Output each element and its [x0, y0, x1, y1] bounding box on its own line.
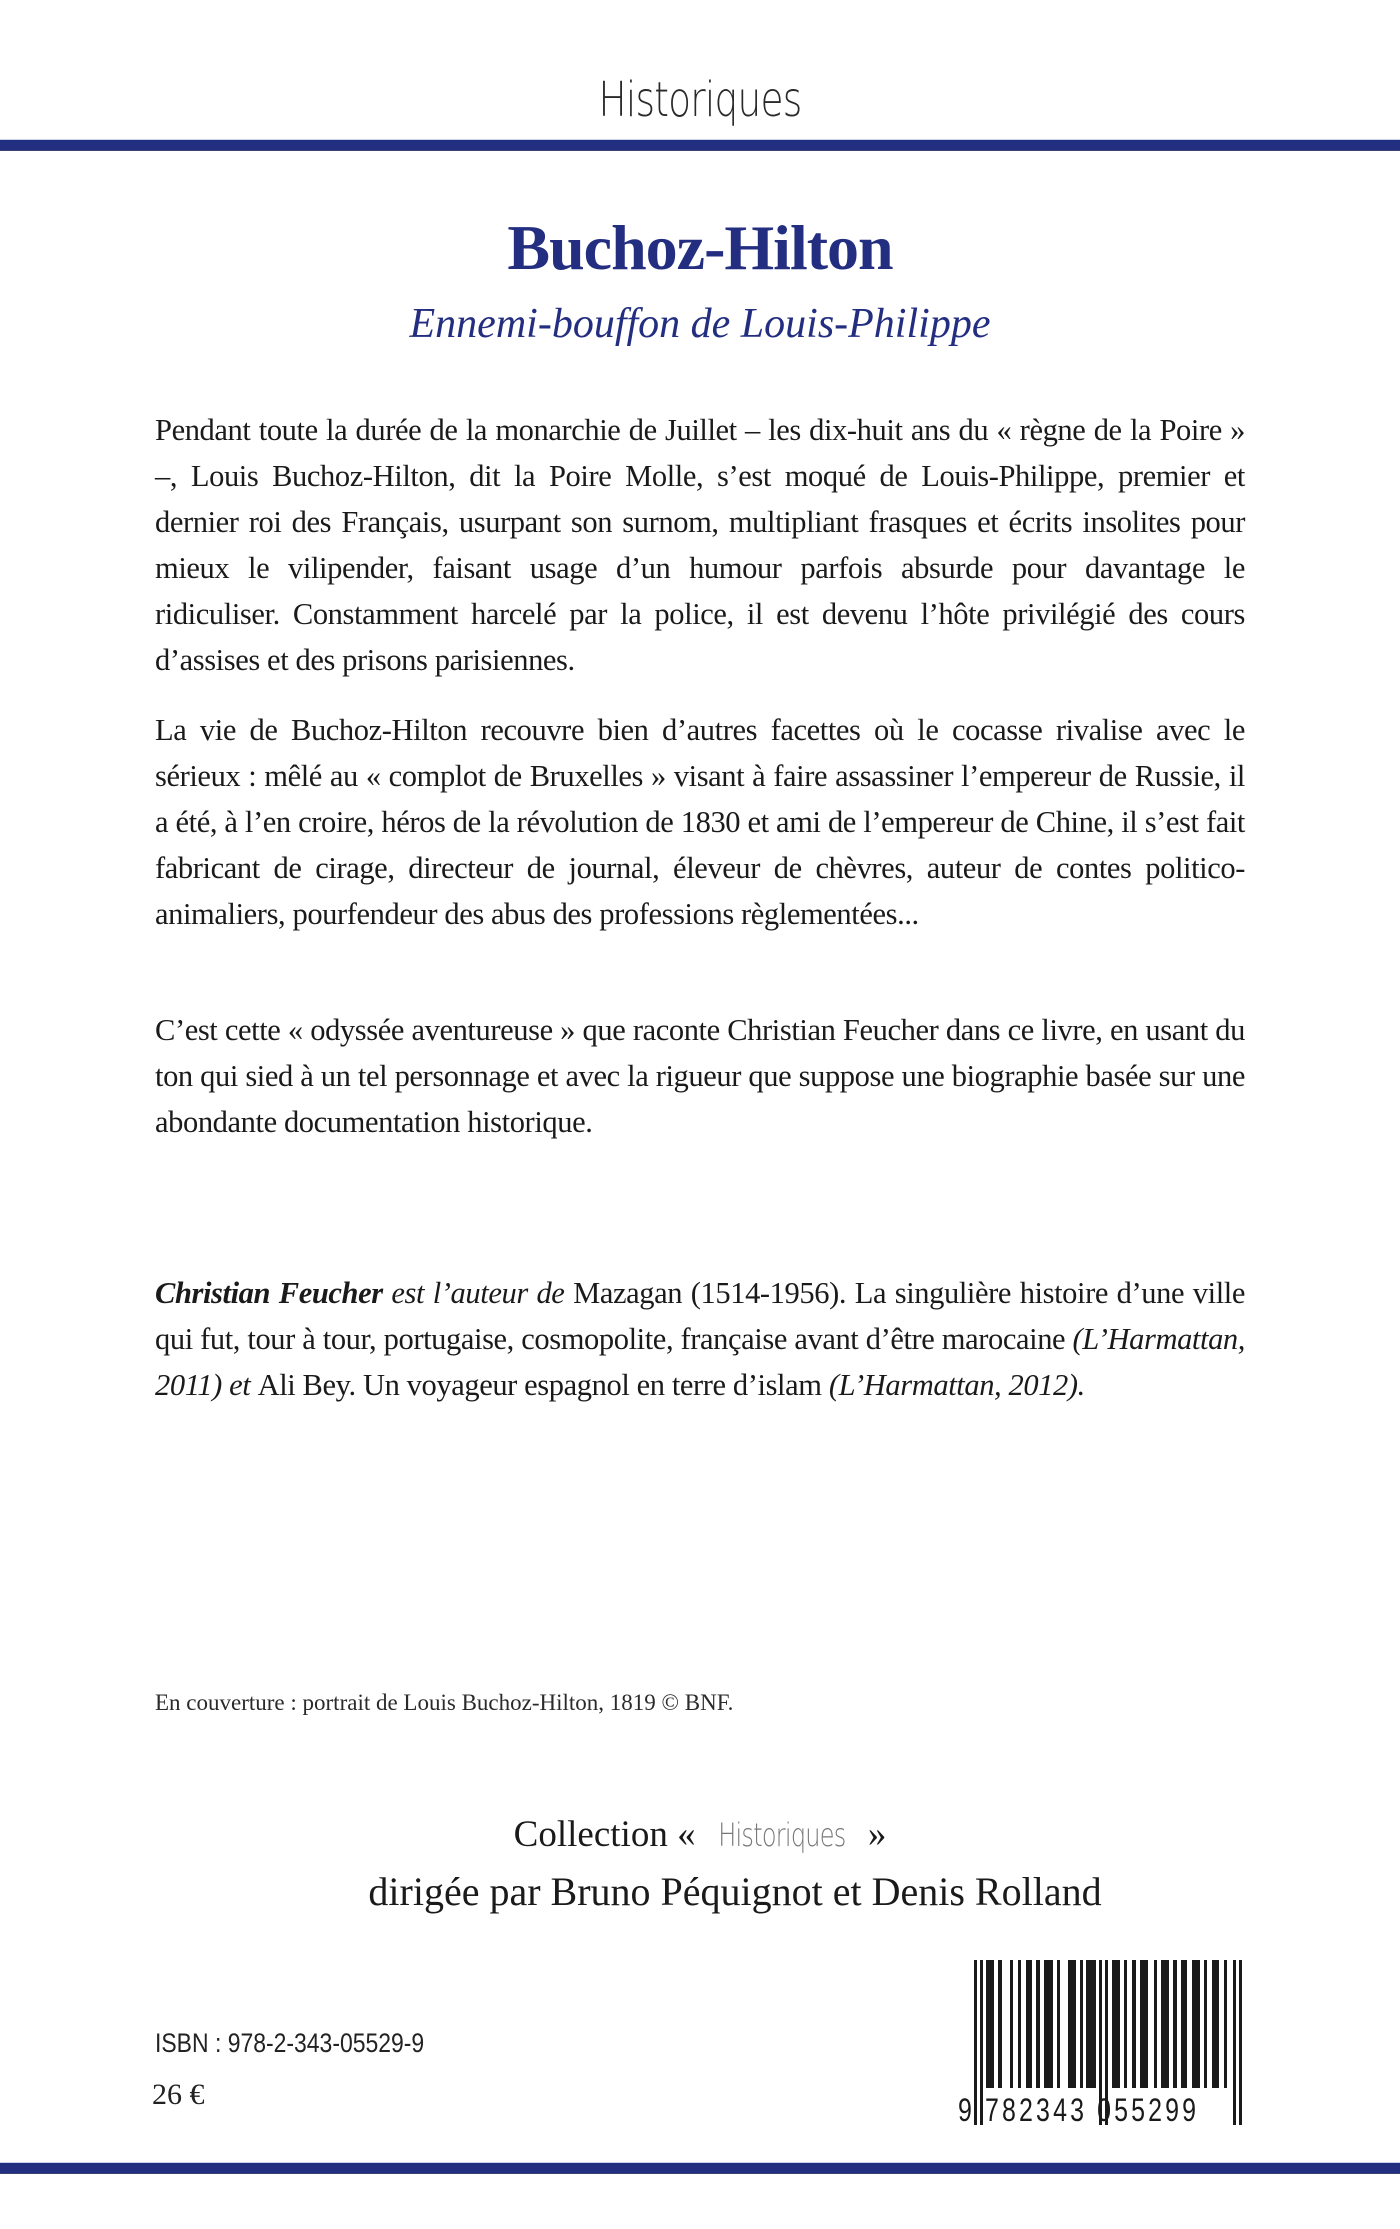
top-divider-rule — [0, 139, 1400, 151]
author-book-2-publisher: (L’Harmattan, 2012). — [821, 1368, 1085, 1402]
author-book-2-title: Ali Bey. Un voyageur espagnol en terre d’islam — [257, 1368, 822, 1402]
price: 26 € — [152, 2078, 205, 2111]
summary-paragraph-1: Pendant toute la durée de la monarchie de Juillet – les dix-huit ans du « règne de la Poire » –, Louis Buchoz-Hilton, dit la Poire Molle, s’est moqué de Louis-Philippe, premier et dernier roi des Français, usurpant son surnom, multipliant frasques et écrits insolites pour mieux le vilipender, faisant usage d’un humour parfois absurde pour davantage le ridiculiser. Constamment harcelé par la police, il est devenu l’hôte privilégié des cours d’assises et des prisons parisiennes. — [155, 413, 1245, 677]
author-name: Christian Feucher — [155, 1276, 383, 1310]
author-book-1-title: Mazagan (1514-1956). La singulière histoire d’une ville qui fut, tour à tour, portugaise, cosmopolite, française avant d’être marocaine — [155, 1276, 1245, 1356]
collection-prefix: Collection « — [513, 1814, 705, 1855]
summary-paragraph-2: La vie de Buchoz-Hilton recouvre bien d’autres facettes où le cocasse rivalise avec le sérieux : mêlé au « complot de Bruxelles » visant à faire assassiner l’empereur de Russie, il a été, à l’en croire, héros de la révolution de 1830 et ami de l’empereur de Chine, il s’est fait fabricant de cirage, directeur de journal, éleveur de chèvres, auteur de contes politico-animaliers, pourfendeur des abus des professions règlementées... — [155, 713, 1245, 931]
series-logo: Historiques — [598, 72, 802, 128]
collection-suffix: » — [858, 1814, 887, 1855]
book-title: Buchoz-Hilton — [507, 212, 893, 283]
isbn: ISBN : 978-2-343-05529-9 — [155, 2028, 425, 2058]
author-bio — [155, 1270, 1245, 1408]
barcode-digits: 9 782343 055299 — [958, 2092, 1200, 2128]
cover-credit: En couverture : portrait de Louis Buchoz-Hilton, 1819 © BNF. — [155, 1690, 734, 1715]
collection-logo: Historiques — [718, 1816, 846, 1854]
collection-line — [0, 1810, 1400, 1860]
bottom-divider-rule — [0, 2162, 1400, 2174]
book-subtitle: Ennemi-bouffon de Louis-Philippe — [409, 301, 991, 347]
author-bio-intro: est l’auteur de — [382, 1276, 574, 1310]
author-book-1-publisher: (L’Harmattan, 2011) et — [155, 1322, 1245, 1402]
collection-directors: dirigée par Bruno Péquignot et Denis Rolland — [368, 1869, 1102, 1914]
summary-paragraph-3: C’est cette « odyssée aventureuse » que raconte Christian Feucher dans ce livre, en usant du ton qui sied à un tel personnage et avec la rigueur que suppose une biographie basée sur une abondante documentation historique. — [155, 1013, 1245, 1139]
